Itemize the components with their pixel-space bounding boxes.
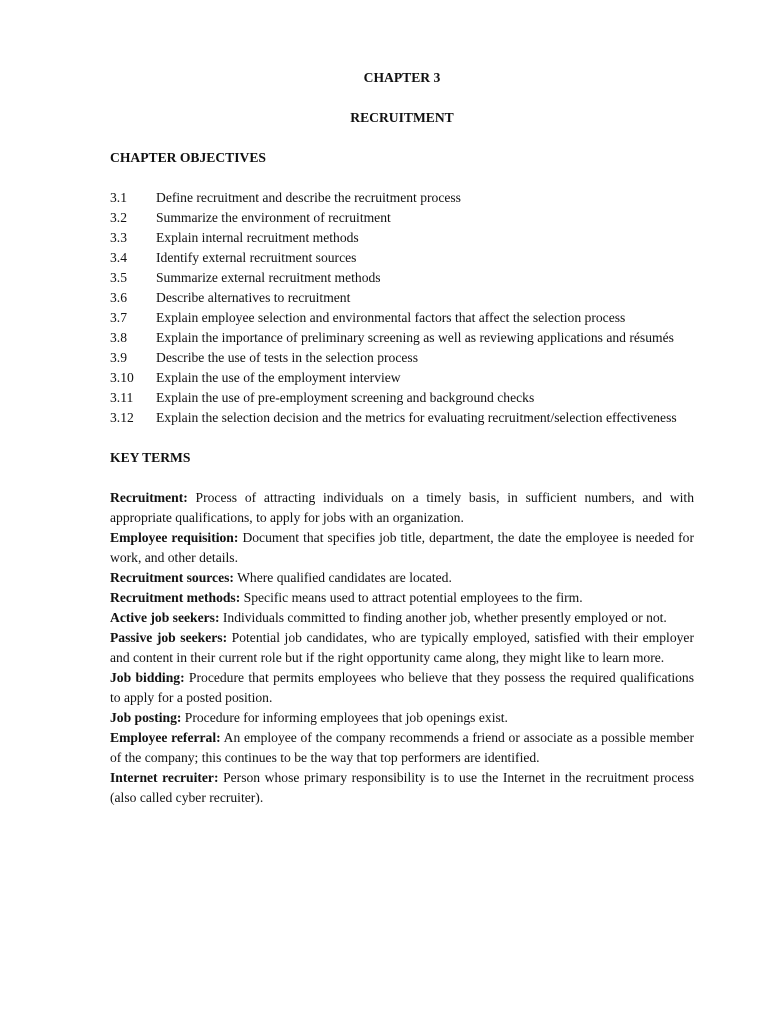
term-definition: Document that specifies job title, department, the date the employee is needed for work, and other details. [110,530,694,565]
objective-number: 3.11 [110,390,134,405]
objectives-heading: CHAPTER OBJECTIVES [110,150,266,165]
key-term [110,668,694,708]
objective-item [110,308,694,328]
objective-text: Explain the importance of preliminary screening as well as reviewing applications and résumés [156,330,674,345]
objective-number: 3.8 [110,330,127,345]
term-label: Job bidding: [110,670,185,685]
term-label: Employee requisition: [110,530,239,545]
chapter-label: CHAPTER 3 [363,70,441,85]
page-content [110,68,694,808]
term-definition: Potential job candidates, who are typically employed, satisfied with their employer and content in their current role but if the right opportunity came along, they might like to learn more. [110,630,694,665]
key-term [110,768,694,808]
objective-item [110,228,694,248]
term-definition: Procedure for informing employees that job openings exist. [181,710,508,725]
key-term [110,568,694,588]
chapter-title: RECRUITMENT [350,110,454,125]
objective-text: Explain the use of pre-employment screening and background checks [156,390,535,405]
objective-item [110,388,694,408]
objective-text: Explain internal recruitment methods [156,230,359,245]
term-definition: An employee of the company recommends a friend or associate as a possible member of the company; this continues to be the way that top performers are identified. [110,730,694,765]
objective-number: 3.2 [110,210,127,225]
term-label: Recruitment sources: [110,570,234,585]
objective-number: 3.1 [110,190,127,205]
objectives-list [110,188,694,428]
key-term [110,528,694,568]
term-label: Passive job seekers: [110,630,228,645]
objective-number: 3.7 [110,310,127,325]
objective-item [110,268,694,288]
objective-number: 3.4 [110,250,127,265]
term-definition: Individuals committed to finding another job, whether presently employed or not. [219,610,667,625]
objective-item [110,248,694,268]
objective-text: Summarize external recruitment methods [156,270,381,285]
objective-item [110,328,694,348]
objective-text: Define recruitment and describe the recruitment process [156,190,461,205]
objective-item [110,208,694,228]
key-term [110,628,694,668]
key-term [110,588,694,608]
term-definition: Process of attracting individuals on a timely basis, in sufficient numbers, and with appropriate qualifications, to apply for jobs with an organization. [110,490,694,525]
objective-item [110,368,694,388]
key-terms-list [110,488,694,808]
objective-item [110,188,694,208]
term-label: Active job seekers: [110,610,220,625]
key-term [110,488,694,528]
objective-text: Describe alternatives to recruitment [156,290,351,305]
term-label: Internet recruiter: [110,770,219,785]
objective-text: Explain the selection decision and the metrics for evaluating recruitment/selection effectiveness [156,410,677,425]
key-term [110,728,694,768]
key-terms-heading: KEY TERMS [110,450,191,465]
term-label: Recruitment: [110,490,188,505]
objective-number: 3.9 [110,350,127,365]
term-label: Recruitment methods: [110,590,241,605]
objective-number: 3.12 [110,410,134,425]
objective-number: 3.6 [110,290,127,305]
objective-text: Explain the use of the employment interview [156,370,401,385]
objective-number: 3.10 [110,370,134,385]
objective-item [110,288,694,308]
term-label: Job posting: [110,710,182,725]
objective-number: 3.5 [110,270,127,285]
objective-number: 3.3 [110,230,127,245]
term-definition: Where qualified candidates are located. [233,570,452,585]
term-definition: Procedure that permits employees who believe that they possess the required qualifications to apply for a posted position. [110,670,695,705]
term-definition: Specific means used to attract potential employees to the firm. [240,590,583,605]
objective-item [110,348,694,368]
key-term [110,608,694,628]
objective-text: Summarize the environment of recruitment [156,210,391,225]
objective-text: Describe the use of tests in the selection process [156,350,418,365]
objective-text: Explain employee selection and environmental factors that affect the selection process [156,310,626,325]
term-definition: Person whose primary responsibility is to use the Internet in the recruitment process (also called cyber recruiter). [110,770,695,805]
key-term [110,708,694,728]
objective-text: Identify external recruitment sources [156,250,357,265]
term-label: Employee referral: [110,730,221,745]
objective-item [110,408,694,428]
